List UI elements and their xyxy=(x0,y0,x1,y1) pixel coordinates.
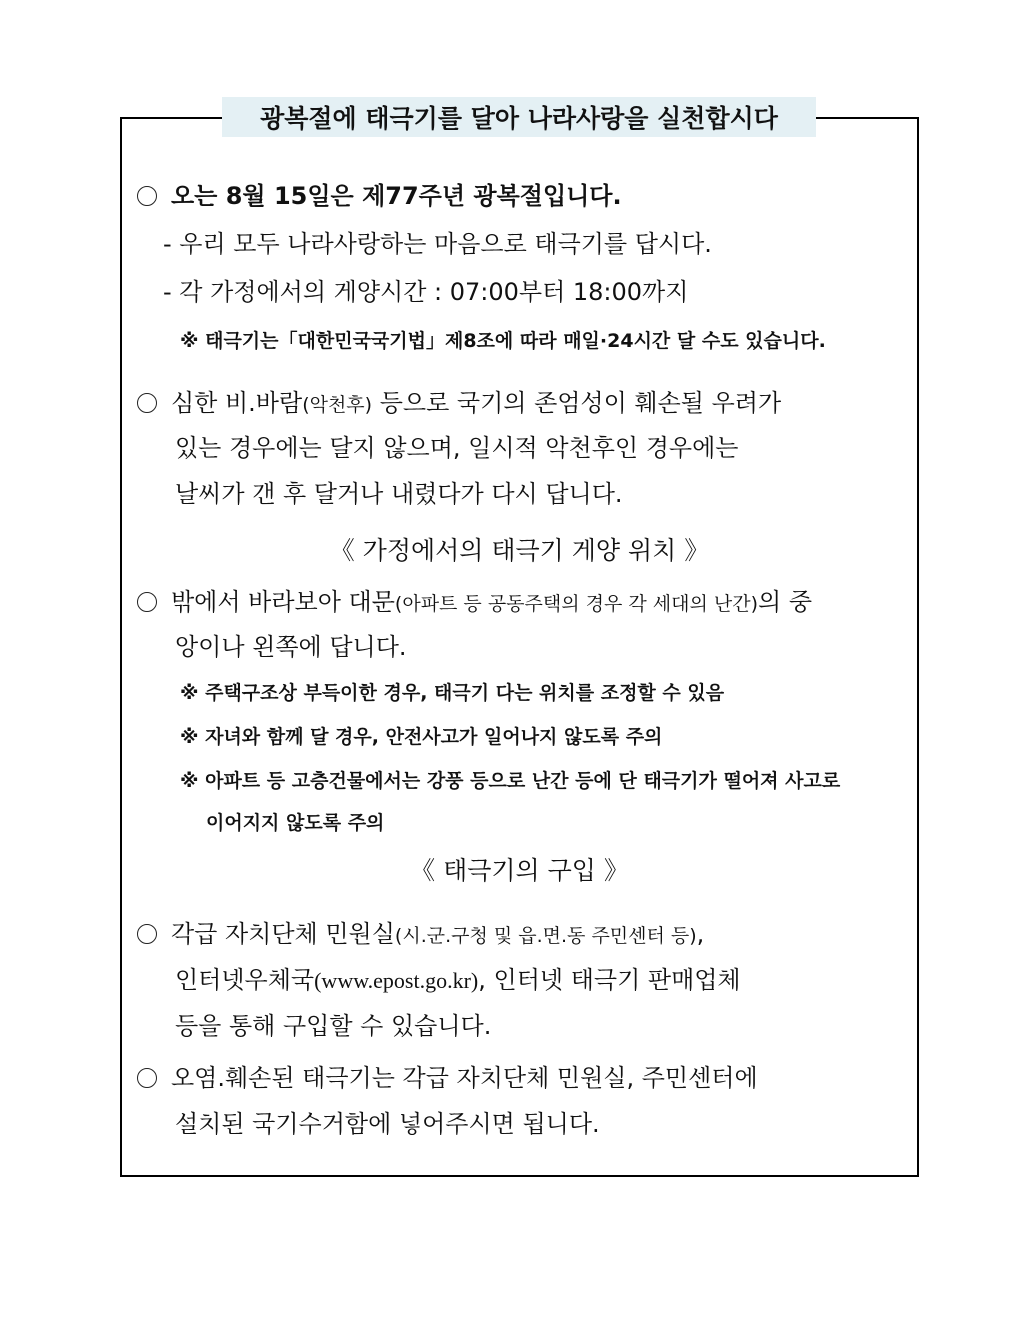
text: 오염.훼손된 태극기는 각급 자치단체 민원실, 주민센터에 xyxy=(171,1064,758,1092)
circle-bullet-icon xyxy=(137,924,157,944)
circle-bullet-icon xyxy=(137,186,157,206)
section3-line1 xyxy=(137,582,812,617)
section3-note-2: ※ 자녀와 함께 달 경우, 안전사고가 일어나지 않도록 주의 xyxy=(180,726,663,748)
text-small: (악천후) xyxy=(302,394,373,416)
section1-headline xyxy=(137,176,622,211)
circle-bullet-icon xyxy=(137,1068,157,1088)
text: , 인터넷 태극기 판매업체 xyxy=(478,966,741,994)
section2-line2: 있는 경우에는 달지 않으며, 일시적 악천후인 경우에는 xyxy=(175,434,739,462)
title-banner xyxy=(222,97,816,137)
section1-item-1: - 우리 모두 나라사랑하는 마음으로 태극기를 답시다. xyxy=(163,230,712,258)
text: 밖에서 바라보아 대문 xyxy=(171,588,395,616)
circle-bullet-icon xyxy=(137,393,157,413)
section3-note-3-cont: 이어지지 않도록 주의 xyxy=(206,812,385,834)
headline-text: 오는 8월 15일은 제77주년 광복절입니다. xyxy=(171,182,622,210)
heading-purchase: 《 태극기의 구입 》 xyxy=(410,856,629,885)
section3-line2: 앙이나 왼쪽에 답니다. xyxy=(175,633,407,661)
section4-line1 xyxy=(137,914,704,949)
section1-note: ※ 태극기는「대한민국국기법」제8조에 따라 매일·24시간 달 수도 있습니다. xyxy=(180,330,826,352)
section4-line3: 등을 통해 구입할 수 있습니다. xyxy=(175,1012,492,1040)
text: 인터넷우체국 xyxy=(175,966,315,994)
section3-note-1: ※ 주택구조상 부득이한 경우, 태극기 다는 위치를 조정할 수 있음 xyxy=(180,682,725,704)
epost-url: (www.epost.go.kr) xyxy=(314,968,479,993)
section4-line2 xyxy=(175,960,741,995)
text: 심한 비.바람 xyxy=(171,389,303,417)
section2-line3: 날씨가 갠 후 달거나 내렸다가 다시 답니다. xyxy=(175,480,623,508)
heading-location: 《 가정에서의 태극기 게양 위치 》 xyxy=(329,536,710,565)
section2-line1 xyxy=(137,383,781,418)
section5-line2: 설치된 국기수거함에 넣어주시면 됩니다. xyxy=(175,1110,600,1138)
text: 각급 자치단체 민원실 xyxy=(171,920,395,948)
section1-item-2: - 각 가정에서의 게양시간 : 07:00부터 18:00까지 xyxy=(163,278,689,306)
text: 의 중 xyxy=(758,588,813,616)
circle-bullet-icon xyxy=(137,592,157,612)
text-small: (시.군.구청 및 읍.면.동 주민센터 등) xyxy=(394,925,697,947)
section5-line1 xyxy=(137,1058,758,1093)
section3-note-3: ※ 아파트 등 고층건물에서는 강풍 등으로 난간 등에 단 태극기가 떨어져 사고로 xyxy=(180,770,841,792)
text-small: (아파트 등 공동주택의 경우 각 세대의 난간) xyxy=(394,593,759,615)
text: , xyxy=(696,920,705,948)
text: 등으로 국기의 존엄성이 훼손될 우려가 xyxy=(372,389,782,417)
page-title: 광복절에 태극기를 달아 나라사랑을 실천합시다 xyxy=(260,104,778,133)
